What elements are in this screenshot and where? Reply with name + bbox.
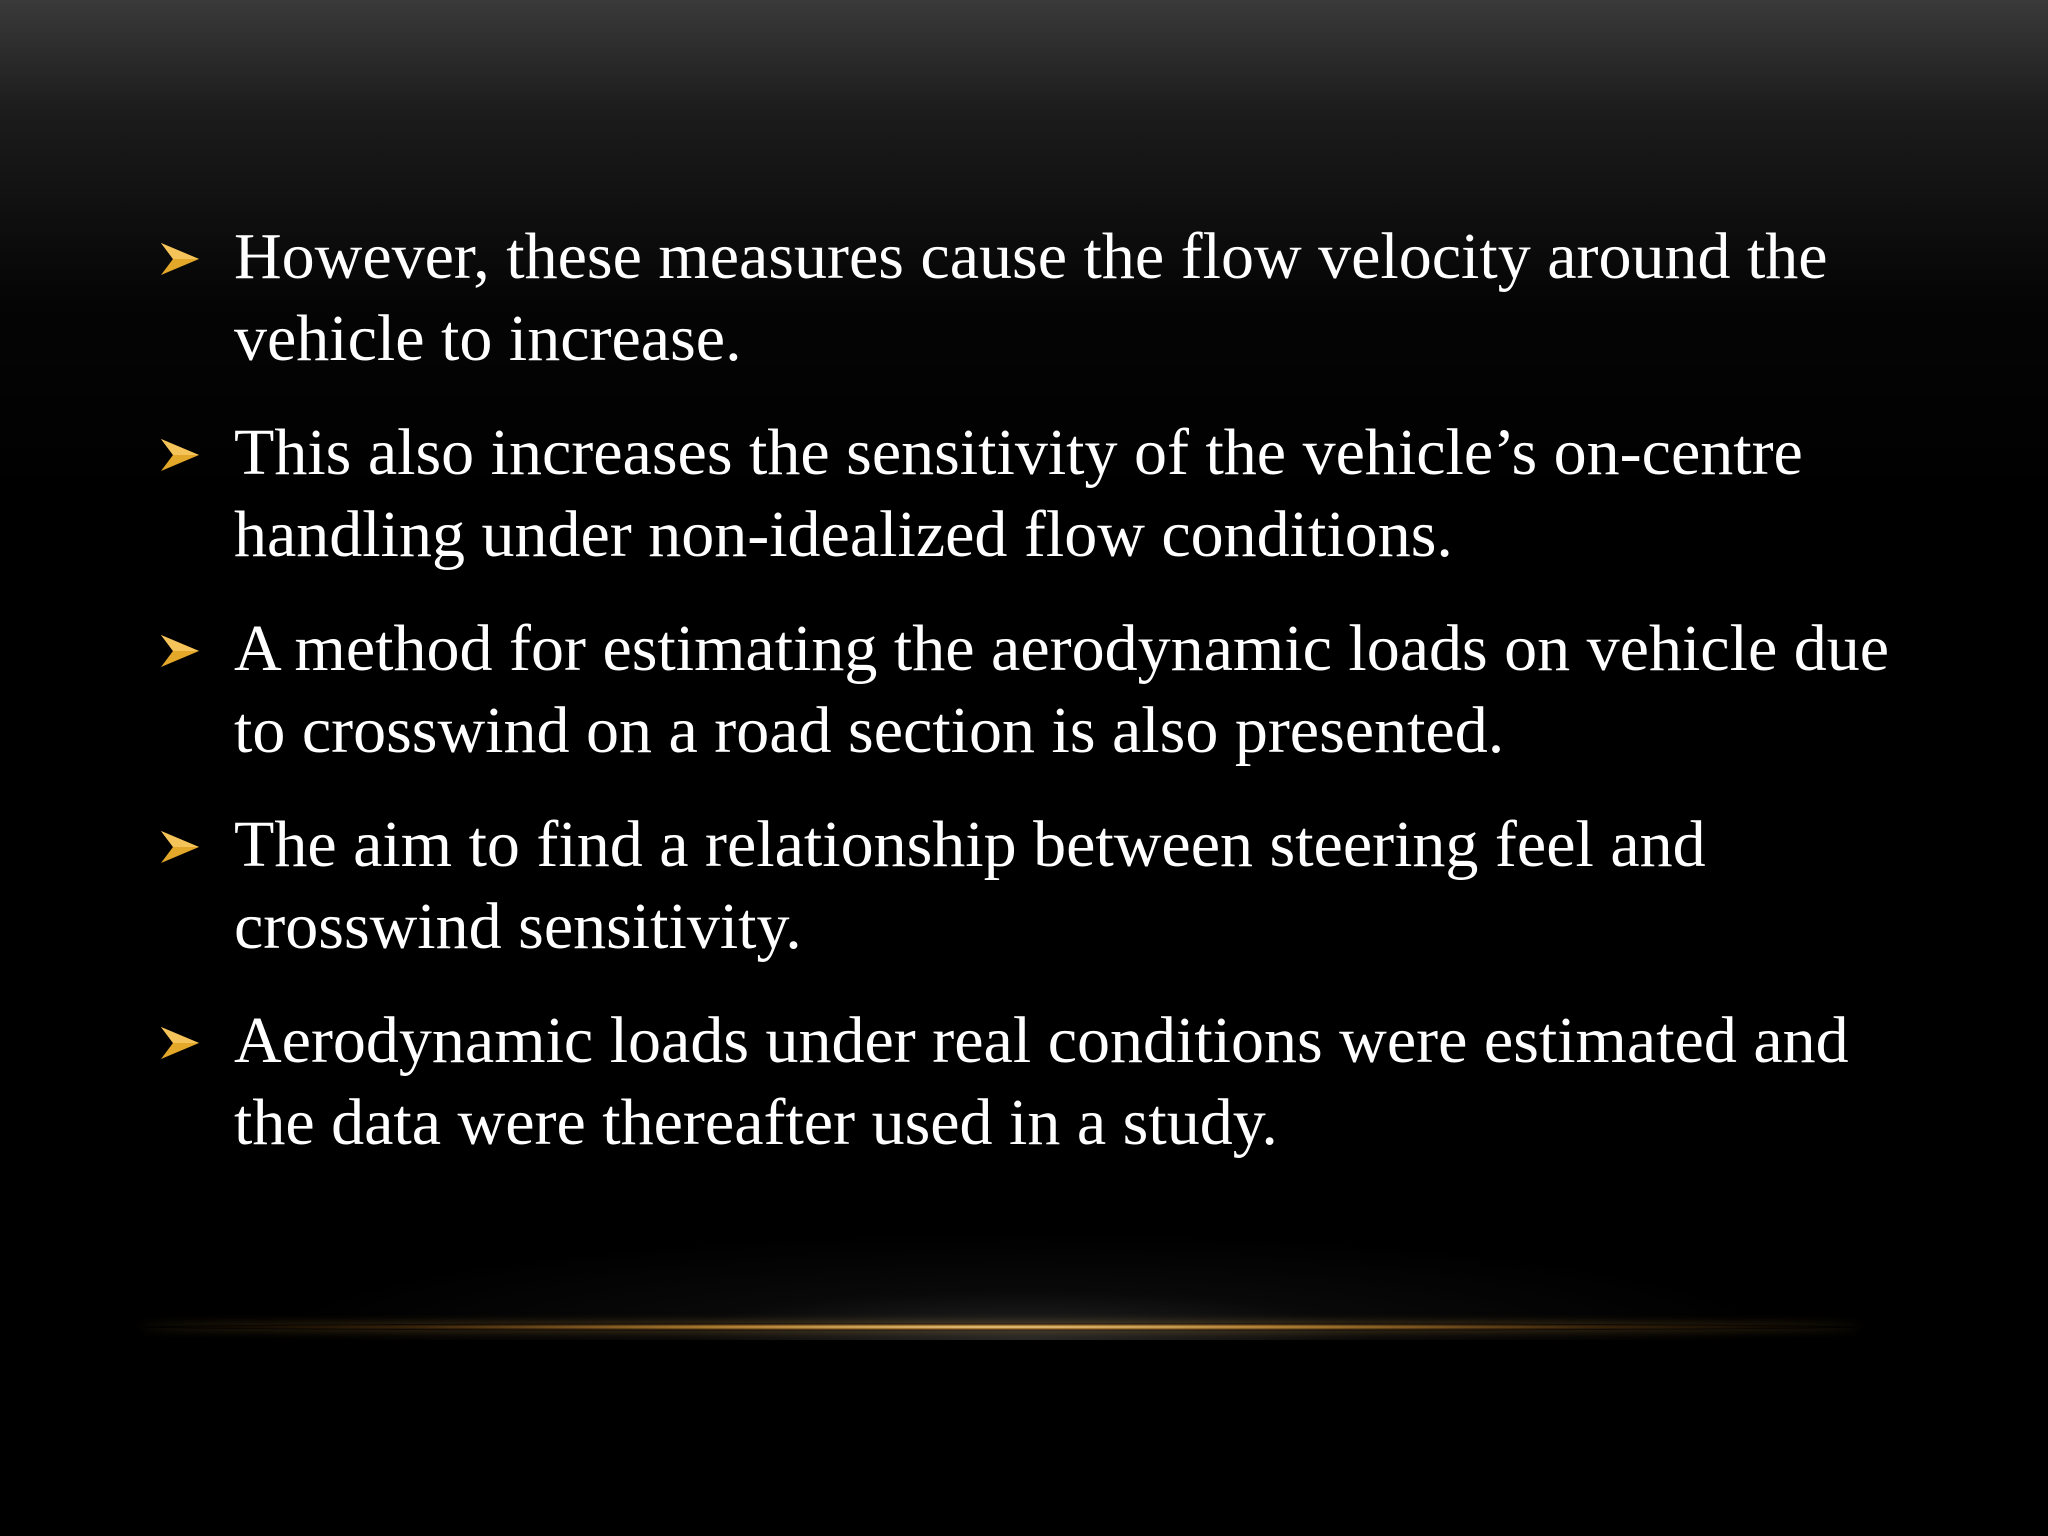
arrow-bullet-icon [158, 828, 202, 866]
arrow-bullet-icon [158, 436, 202, 474]
bullet-item [158, 1000, 1918, 1164]
bullet-text: Aerodynamic loads under real conditions were estimated and the data were thereafter used in a study. [234, 1004, 1849, 1159]
gold-light-line [140, 1323, 1860, 1331]
bullet-item [158, 608, 1918, 772]
bullet-item [158, 804, 1918, 968]
slide-content [158, 216, 1918, 1196]
bullet-text: However, these measures cause the flow velocity around the vehicle to increase. [234, 220, 1828, 375]
bullet-text: A method for estimating the aerodynamic loads on vehicle due to crosswind on a road section is also presented. [234, 612, 1890, 767]
arrow-bullet-icon [158, 1024, 202, 1062]
bullet-item [158, 412, 1918, 576]
bullet-text: The aim to find a relationship between steering feel and crosswind sensitivity. [234, 808, 1706, 963]
bullet-item [158, 216, 1918, 380]
arrow-bullet-icon [158, 632, 202, 670]
arrow-bullet-icon [158, 240, 202, 278]
bullet-list [158, 216, 1918, 1164]
bullet-text: This also increases the sensitivity of the vehicle’s on-centre handling under non-idealized flow conditions. [234, 416, 1803, 571]
